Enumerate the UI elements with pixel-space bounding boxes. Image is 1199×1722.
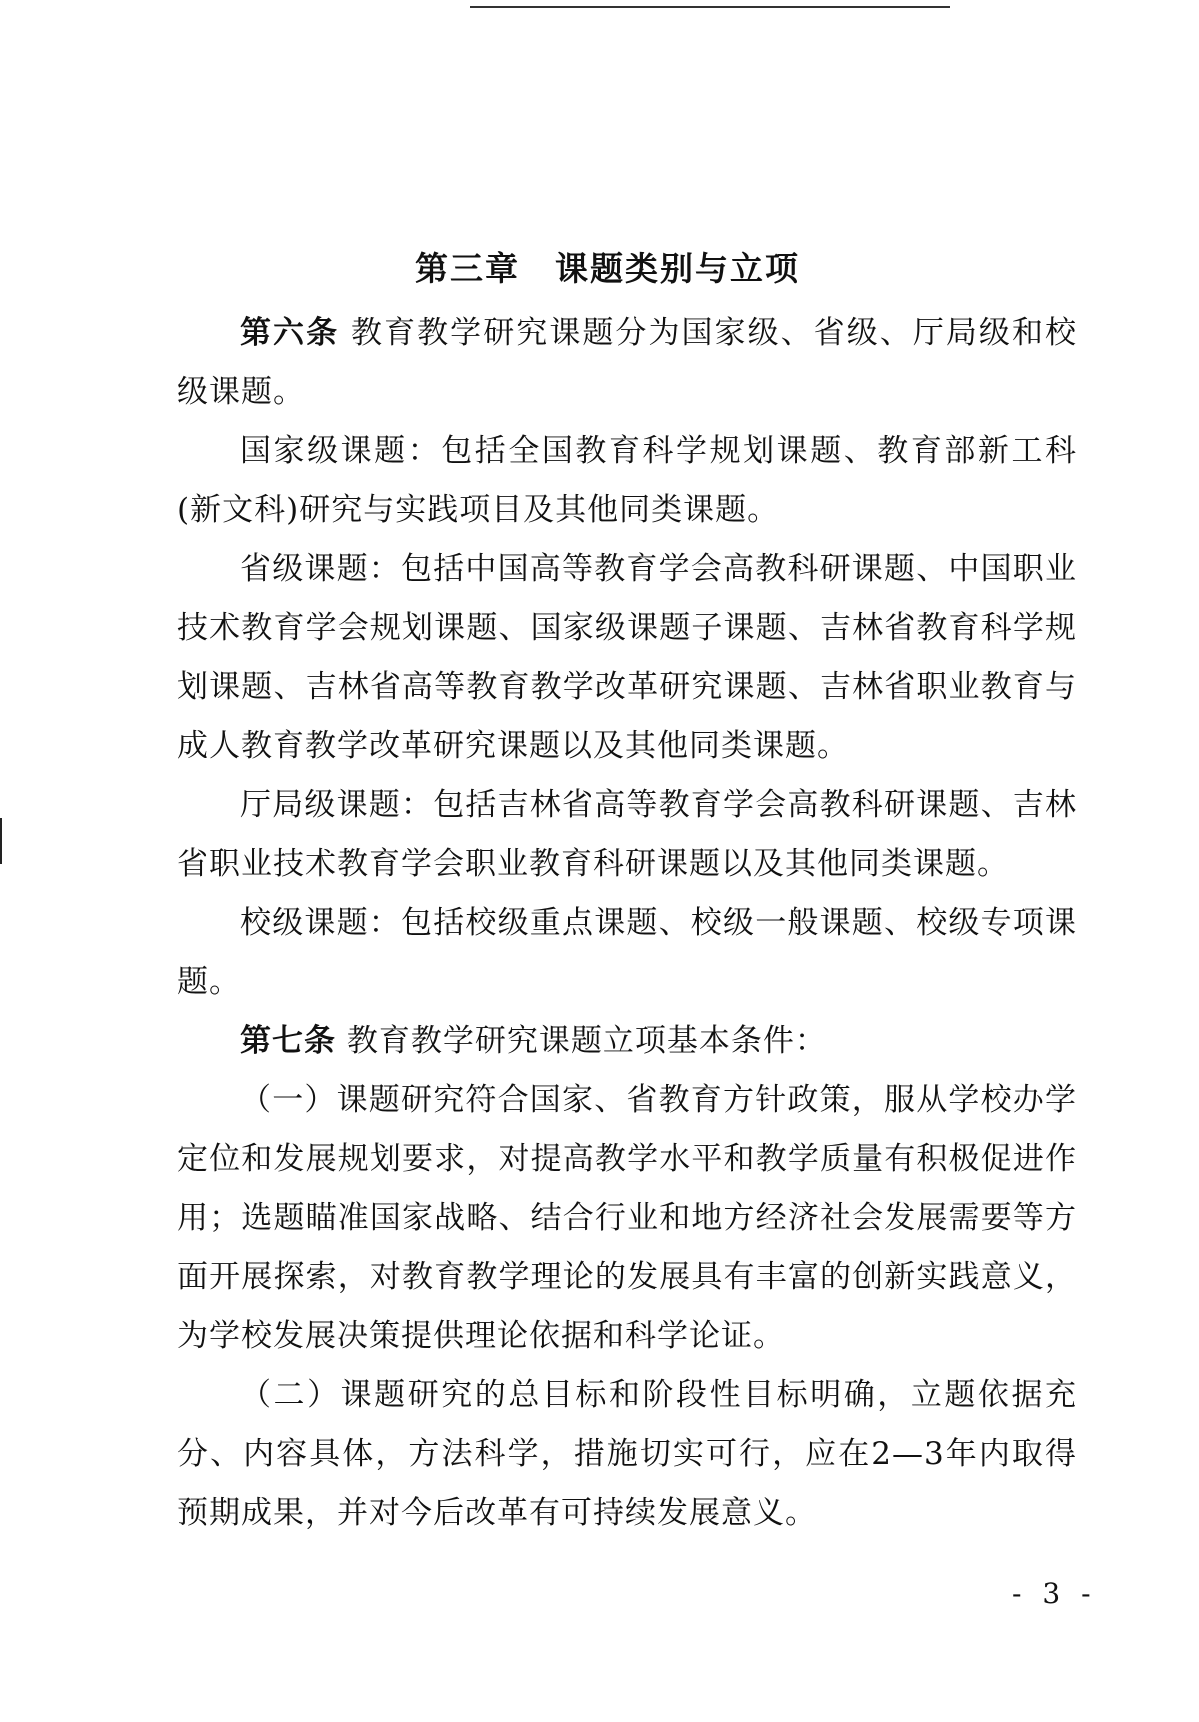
- paragraph-condition-2: [177, 1366, 1077, 1543]
- paragraph-text: 教育教学研究课题立项基本条件：: [336, 1023, 827, 1059]
- paragraph-condition-1: [177, 1071, 1077, 1366]
- paragraph-text: 国家级课题：包括全国教育科学规划课题、教育部新工科(新文科)研究与实践项目及其他同类课题。: [177, 433, 1077, 528]
- paragraph-bureau-level: [177, 776, 1077, 894]
- article-label: 第七条: [240, 1023, 336, 1059]
- paragraph-text: 省级课题：包括中国高等教育学会高教科研课题、中国职业技术教育学会规划课题、国家级课题子课题、吉林省教育科学规划课题、吉林省高等教育教学改革研究课题、吉林省职业教育与成人教育教学改革研究课题以及其他同类课题。: [177, 551, 1077, 764]
- body-text: [177, 304, 1077, 1543]
- paragraph-text: 校级课题：包括校级重点课题、校级一般课题、校级专项课题。: [177, 905, 1077, 1000]
- paragraph-text: （二）课题研究的总目标和阶段性目标明确，立题依据充分、内容具体，方法科学，措施切实可行，应在2—3年内取得预期成果，并对今后改革有可持续发展意义。: [177, 1377, 1077, 1531]
- page-number: - 3 -: [1012, 1577, 1097, 1610]
- paragraph-text: 厅局级课题：包括吉林省高等教育学会高教科研课题、吉林省职业技术教育学会职业教育科研课题以及其他同类课题。: [177, 787, 1077, 882]
- paragraph-text: 教育教学研究课题分为国家级、省级、厅局级和校级课题。: [177, 315, 1077, 410]
- top-rule: [470, 6, 950, 8]
- paragraph-text: （一）课题研究符合国家、省教育方针政策，服从学校办学定位和发展规划要求，对提高教学水平和教学质量有积极促进作用；选题瞄准国家战略、结合行业和地方经济社会发展需要等方面开展探索，对教育教学理论的发展具有丰富的创新实践意义，为学校发展决策提供理论依据和科学论证。: [177, 1082, 1077, 1354]
- paragraph-article-7: [177, 1012, 1077, 1071]
- article-label: 第六条: [240, 315, 340, 351]
- scan-edge-mark: [0, 818, 2, 864]
- chapter-title: 第三章 课题类别与立项: [415, 249, 800, 288]
- paragraph-national-level: [177, 422, 1077, 540]
- paragraph-school-level: [177, 894, 1077, 1012]
- paragraph-article-6: [177, 304, 1077, 422]
- paragraph-provincial-level: [177, 540, 1077, 776]
